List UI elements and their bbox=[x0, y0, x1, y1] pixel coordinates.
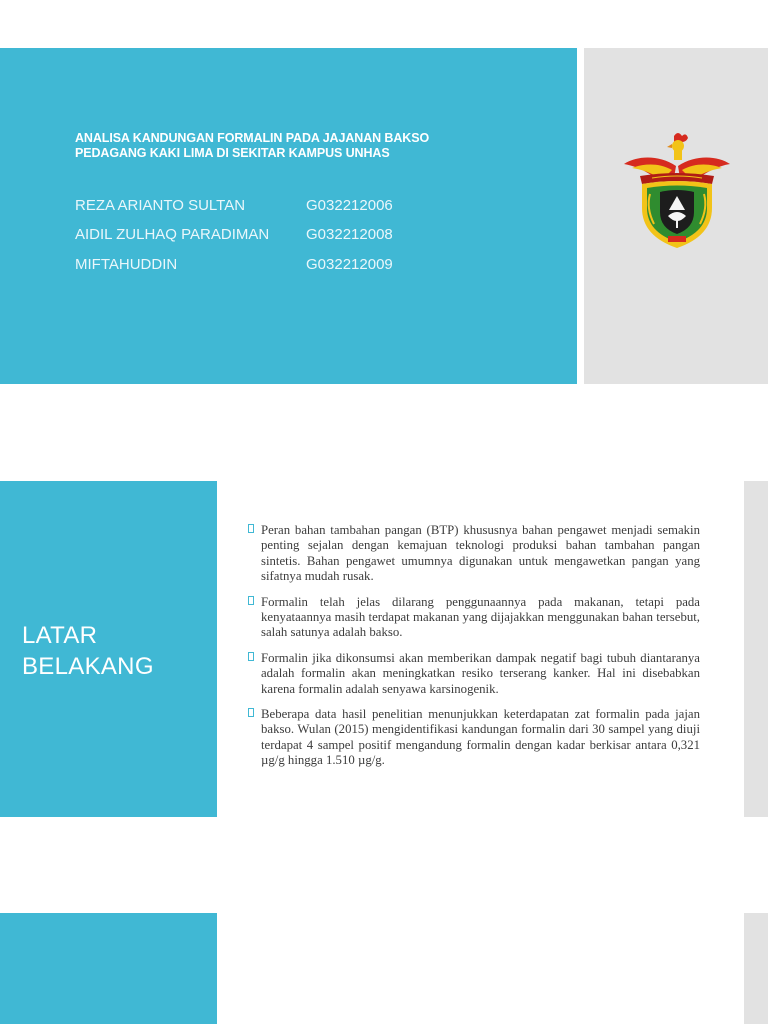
next-slide-edge bbox=[744, 481, 768, 817]
author-id: G032212009 bbox=[306, 256, 393, 273]
title-slide-panel bbox=[0, 48, 577, 384]
list-item bbox=[248, 651, 700, 697]
list-item bbox=[248, 595, 700, 641]
section-heading-line-1: LATAR bbox=[22, 622, 98, 649]
bullet-list bbox=[248, 523, 700, 779]
presentation-title bbox=[75, 131, 545, 161]
next-slide-panel bbox=[0, 913, 217, 1024]
title-line-1: ANALISA KANDUNGAN FORMALIN PADA JAJANAN BAKSO bbox=[75, 131, 430, 145]
list-item bbox=[248, 523, 700, 585]
bullet-square-icon bbox=[248, 596, 254, 605]
author-name: AIDIL ZULHAQ PARADIMAN bbox=[75, 226, 270, 243]
bullet-text: Peran bahan tambahan pangan (BTP) khususnya bahan pengawet menjadi semakin penting sejalan dengan kemajuan teknologi produksi bahan tambahan pangan sintetis. Bahan pengawet umumnya digunakan untuk mengawetkan pangan yang sifatnya mudah rusak. bbox=[261, 523, 700, 584]
bullet-text: Formalin jika dikonsumsi akan memberikan dampak negatif bagi tubuh diantaranya adalah formalin akan meningkatkan resiko terserang kanker. Hal ini disebabkan karena formalin adalah senyawa karsinogenik. bbox=[261, 650, 700, 696]
title-line-2: PEDAGANG KAKI LIMA DI SEKITAR KAMPUS UNHAS bbox=[75, 146, 390, 160]
university-crest-icon bbox=[622, 130, 732, 252]
author-id: G032212008 bbox=[306, 226, 393, 243]
bullet-square-icon bbox=[248, 524, 254, 533]
author-name: MIFTAHUDDIN bbox=[75, 256, 178, 273]
bullet-square-icon bbox=[248, 708, 254, 717]
author-id: G032212006 bbox=[306, 197, 393, 214]
bullet-square-icon bbox=[248, 652, 254, 661]
author-name: REZA ARIANTO SULTAN bbox=[75, 197, 246, 214]
bullet-text: Formalin telah jelas dilarang penggunaannya pada makanan, tetapi pada kenyataannya masih terdapat makanan yang dijajakkan menggunakan bahan tersebut, salah satunya adalah bakso. bbox=[261, 594, 700, 640]
bullet-text: Beberapa data hasil penelitian menunjukkan keterdapatan zat formalin pada jajan bakso. Wulan (2015) mengidentifikasi kandungan formalin dari 30 sampel yang diuji terdapat 4 sampel positif mengandung formalin dengan kadar berkisar antara 0,321 µg/g hingga 1.510 µg/g. bbox=[261, 707, 700, 768]
section-heading bbox=[22, 620, 212, 682]
section-heading-line-2: BELAKANG bbox=[22, 653, 154, 680]
next-slide-edge bbox=[744, 913, 768, 1024]
list-item bbox=[248, 707, 700, 769]
